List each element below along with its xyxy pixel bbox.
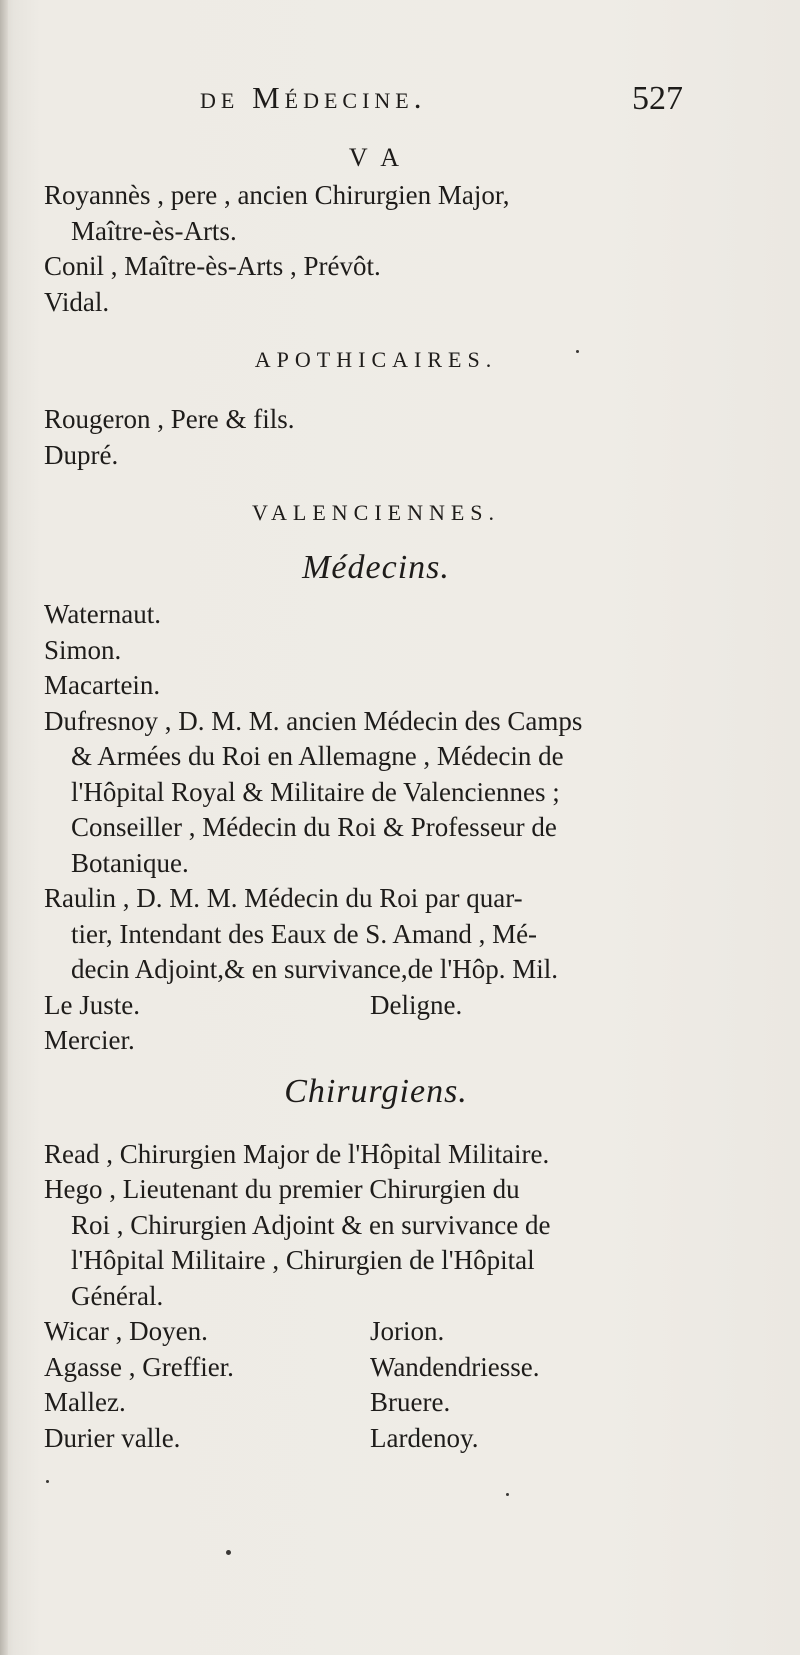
entry-wicar: Wicar , Doyen.: [44, 1316, 208, 1346]
entry-hego-cont-2: l'Hôpital Militaire , Chirurgien de l'Hôpital: [71, 1245, 535, 1275]
entry-hego-cont-1: Roi , Chirurgien Adjoint & en survivance de: [71, 1209, 551, 1240]
entry-raulin-cont-2: decin Adjoint,& en survivance,de l'Hôp. Mil.: [71, 954, 559, 984]
section-heading-valenciennes: VALENCIENNES.: [251, 500, 501, 525]
page-header: [0, 80, 800, 124]
text-block: [44, 138, 708, 1456]
entry-conil: Conil , Maître-ès-Arts , Prévôt.: [44, 251, 381, 281]
subheading-chirurgiens: Chirurgiens.: [284, 1072, 468, 1110]
paper-speck: [46, 1480, 49, 1483]
entry-jorion: Jorion.: [370, 1316, 445, 1346]
entry-durier-valle: Durier valle.: [44, 1422, 181, 1453]
entry-simon: Simon.: [44, 634, 122, 665]
entry-raulin-cont-1: tier, Intendant des Eaux de S. Amand , Mé-: [71, 918, 538, 949]
entry-rougeron: Rougeron , Pere & fils.: [44, 404, 295, 434]
entry-waternaut: Waternaut.: [44, 599, 162, 629]
entry-agasse: Agasse , Greffier.: [44, 1351, 234, 1382]
entry-deligne: Deligne.: [370, 989, 463, 1020]
entry-dufresnoy-cont-1: & Armées du Roi en Allemagne , Médecin de: [71, 741, 564, 771]
entry-pair-durier-lardenoy: [44, 1421, 708, 1457]
paper-speck: [226, 1550, 231, 1555]
entry-pair-mallez-bruere: [44, 1385, 708, 1421]
entry-hego-cont-3: Général.: [71, 1280, 164, 1311]
section-heading-va: V A: [348, 143, 404, 172]
entry-mercier: Mercier.: [44, 1025, 135, 1055]
page-number: 527: [632, 80, 683, 117]
entry-dufresnoy-cont-4: Botanique.: [71, 847, 189, 878]
entry-le-juste: Le Juste.: [44, 989, 140, 1020]
paper-speck: [576, 350, 579, 353]
entry-hego: Hego , Lieutenant du premier Chirurgien du: [44, 1174, 520, 1204]
entry-lardenoy: Lardenoy.: [370, 1422, 479, 1453]
entry-royannes: [44, 178, 708, 214]
entry-read: Read , Chirurgien Major de l'Hôpital Militaire.: [44, 1138, 550, 1169]
section-heading-apothicaires: APOTHICAIRES.: [254, 347, 498, 372]
entry-dufresnoy: Dufresnoy , D. M. M. ancien Médecin des Camps: [44, 705, 583, 736]
entry-mallez: Mallez.: [44, 1387, 126, 1417]
entry-dufresnoy-cont-3: Conseiller , Médecin du Roi & Professeur de: [71, 812, 557, 842]
entry-dupre: Dupré.: [44, 439, 119, 470]
page-gutter-shadow: [0, 0, 8, 1655]
entry-bruere: Bruere.: [370, 1387, 451, 1417]
entry-wandendriesse: Wandendriesse.: [370, 1351, 540, 1382]
entry-macartein: Macartein.: [44, 670, 161, 700]
entry-pair-juste-deligne: [44, 988, 708, 1024]
entry-pair-agasse-wandendriesse: [44, 1350, 708, 1386]
entry-vidal: Vidal.: [44, 286, 110, 317]
entry-text: Royannès , pere , ancien Chirurgien Major,: [44, 180, 510, 210]
entry-dufresnoy-cont-2: l'Hôpital Royal & Militaire de Valenciennes ;: [71, 776, 560, 807]
paper-speck: [506, 1493, 509, 1496]
entry-raulin: Raulin , D. M. M. Médecin du Roi par quar-: [44, 883, 523, 913]
running-title: de Médecine.: [200, 80, 427, 115]
entry-royannes-cont: Maître-ès-Arts.: [71, 215, 237, 246]
entry-pair-wicar-jorion: [44, 1314, 708, 1350]
subheading-medecins: Médecins.: [302, 549, 450, 586]
